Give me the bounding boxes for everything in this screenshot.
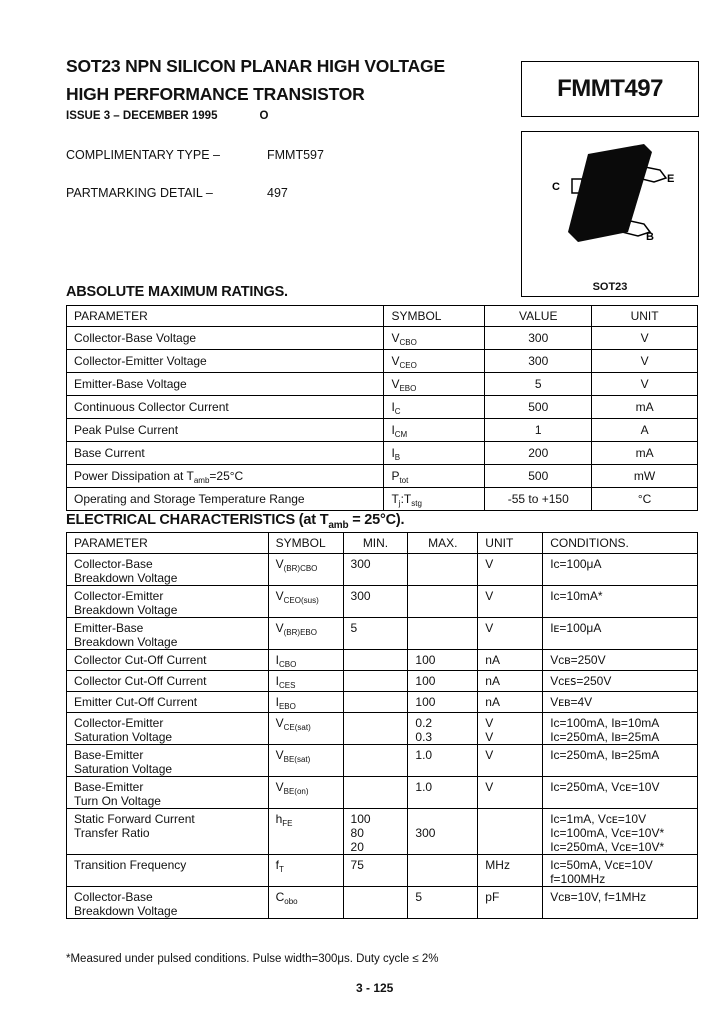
elec-header-row	[67, 533, 698, 554]
elec-unit	[478, 809, 543, 855]
abs-row	[67, 327, 698, 350]
elec-unit: MHz	[478, 855, 543, 887]
abs-symbol	[384, 419, 485, 442]
abs-row	[67, 350, 698, 373]
elec-min	[343, 692, 408, 713]
symbol-text: V	[275, 589, 284, 603]
symbol-sub: tot	[399, 476, 409, 485]
elec-symbol	[268, 777, 343, 809]
abs-param	[67, 488, 384, 511]
symbol-text: I	[275, 653, 279, 667]
symbol-sub: T	[278, 865, 284, 874]
elec-conditions: Vᴄʙ=10V, f=1MHz	[543, 887, 698, 919]
abs-value: 5	[485, 373, 592, 396]
symbol-sub: obo	[284, 897, 298, 906]
abs-col-value: VALUE	[485, 306, 592, 327]
elec-col-conditions: CONDITIONS.	[543, 533, 698, 554]
abs-unit: mW	[592, 465, 698, 488]
elec-row	[67, 745, 698, 777]
issue-mark: O	[259, 110, 269, 122]
symbol-text: I	[275, 674, 279, 688]
elec-row	[67, 777, 698, 809]
symbol-sub: j	[398, 499, 401, 508]
elec-row	[67, 692, 698, 713]
abs-unit: V	[592, 373, 698, 396]
abs-value: 200	[485, 442, 592, 465]
symbol-sub: BE(sat)	[283, 755, 311, 764]
elec-symbol	[268, 586, 343, 618]
abs-unit: A	[592, 419, 698, 442]
elec-unit: V	[478, 554, 543, 586]
elec-min	[343, 887, 408, 919]
abs-symbol	[384, 373, 485, 396]
part-number-box	[521, 61, 699, 117]
abs-param	[67, 419, 384, 442]
elec-row	[67, 855, 698, 887]
abs-value: 300	[485, 327, 592, 350]
elec-conditions: Iᴄ=50mA, Vᴄᴇ=10V f=100MHz	[543, 855, 698, 887]
elec-param: Collector Cut-Off Current	[67, 650, 269, 671]
elec-param: Transition Frequency	[67, 855, 269, 887]
package-name: SOT23	[592, 281, 628, 293]
elec-param: Base-Emitter Turn On Voltage	[67, 777, 269, 809]
elec-col-parameter: PARAMETER	[67, 533, 269, 554]
symbol-sub: CBO	[278, 660, 297, 669]
symbol-sub: CES	[278, 681, 296, 690]
abs-value: 500	[485, 396, 592, 419]
param-text: Continuous Collector Current	[74, 400, 229, 414]
symbol-text: V	[275, 716, 284, 730]
elec-min: 75	[343, 855, 408, 887]
abs-unit: °C	[592, 488, 698, 511]
symbol-tail: :T	[400, 492, 412, 506]
elec-param: Collector-Base Breakdown Voltage	[67, 887, 269, 919]
elec-max: 100	[408, 692, 478, 713]
complementary-value: FMMT597	[267, 148, 324, 162]
footnote: *Measured under pulsed conditions. Pulse width=300μs. Duty cycle ≤ 2%	[66, 953, 439, 965]
partmarking-label: PARTMARKING DETAIL –	[66, 186, 213, 200]
symbol-sub: CE(sat)	[283, 723, 311, 732]
symbol-sub: C	[394, 407, 401, 416]
symbol-text: V	[391, 354, 400, 368]
elec-unit: V	[478, 777, 543, 809]
elec-symbol	[268, 554, 343, 586]
symbol-text: I	[391, 446, 395, 460]
abs-param	[67, 465, 384, 488]
abs-col-unit: UNIT	[592, 306, 698, 327]
elec-max: 5	[408, 887, 478, 919]
elec-param: Collector-Emitter Saturation Voltage	[67, 713, 269, 745]
abs-symbol	[384, 488, 485, 511]
document-title	[66, 52, 445, 108]
elec-max	[408, 554, 478, 586]
elec-max: 100	[408, 650, 478, 671]
elec-param: Collector Cut-Off Current	[67, 671, 269, 692]
abs-col-symbol: SYMBOL	[384, 306, 485, 327]
issue-text: ISSUE 3 – DECEMBER 1995	[66, 110, 218, 122]
elec-conditions: Iᴄ=100μA	[543, 554, 698, 586]
symbol-text: V	[391, 331, 400, 345]
elec-table	[66, 532, 698, 919]
symbol-text: I	[391, 400, 395, 414]
symbol-text: V	[391, 377, 400, 391]
symbol-sub: EBO	[278, 702, 296, 711]
abs-unit: mA	[592, 442, 698, 465]
elec-param: Static Forward Current Transfer Ratio	[67, 809, 269, 855]
symbol-sub: BE(on)	[283, 787, 309, 796]
elec-min	[343, 650, 408, 671]
symbol-text: I	[275, 695, 279, 709]
param-text: Power Dissipation at T	[74, 469, 194, 483]
symbol-sub: (BR)EBO	[283, 628, 317, 637]
elec-unit: nA	[478, 671, 543, 692]
abs-value: 500	[485, 465, 592, 488]
symbol-sub: EBO	[399, 384, 417, 393]
abs-symbol	[384, 396, 485, 419]
elec-symbol	[268, 713, 343, 745]
elec-row	[67, 671, 698, 692]
pin-c-label: C	[552, 181, 560, 193]
pin-b-label: B	[646, 231, 654, 243]
elec-unit: pF	[478, 887, 543, 919]
symbol-text: h	[275, 812, 283, 826]
abs-unit: V	[592, 350, 698, 373]
elec-min	[343, 671, 408, 692]
elec-max	[408, 618, 478, 650]
elec-row	[67, 586, 698, 618]
elec-min: 300	[343, 554, 408, 586]
elec-row	[67, 809, 698, 855]
symbol-text: V	[275, 621, 284, 635]
symbol-text: C	[275, 890, 285, 904]
elec-min	[343, 745, 408, 777]
pin-e-label: E	[667, 173, 675, 185]
elec-symbol	[268, 855, 343, 887]
elec-symbol	[268, 692, 343, 713]
elec-title-post: = 25°C).	[348, 512, 405, 528]
param-sub: amb	[193, 476, 210, 485]
elec-min	[343, 777, 408, 809]
elec-conditions: Vᴇʙ=4V	[543, 692, 698, 713]
abs-symbol	[384, 465, 485, 488]
abs-row	[67, 465, 698, 488]
elec-conditions: Iᴇ=100μA	[543, 618, 698, 650]
elec-unit: nA	[478, 692, 543, 713]
elec-conditions: Iᴄ=250mA, Iʙ=25mA	[543, 745, 698, 777]
abs-row	[67, 488, 698, 511]
elec-symbol	[268, 809, 343, 855]
elec-max: 0.2 0.3	[408, 713, 478, 745]
abs-row	[67, 373, 698, 396]
elec-row	[67, 650, 698, 671]
issue-line	[66, 110, 268, 122]
elec-max	[408, 855, 478, 887]
abs-max-header-row	[67, 306, 698, 327]
elec-conditions: Vᴄʙ=250V	[543, 650, 698, 671]
elec-title	[66, 512, 404, 531]
elec-unit: V	[478, 618, 543, 650]
symbol-text: f	[275, 858, 279, 872]
abs-unit: V	[592, 327, 698, 350]
param-text: Collector-Emitter Voltage	[74, 354, 207, 368]
param-text: Operating and Storage Temperature Range	[74, 492, 305, 506]
complementary-label: COMPLIMENTARY TYPE –	[66, 148, 220, 162]
page-number: 3 - 125	[356, 981, 394, 995]
abs-param	[67, 327, 384, 350]
elec-max: 100	[408, 671, 478, 692]
elec-param: Base-Emitter Saturation Voltage	[67, 745, 269, 777]
param-tail: =25°C	[209, 469, 244, 483]
elec-conditions: Iᴄ=1mA, Vᴄᴇ=10V Iᴄ=100mA, Vᴄᴇ=10V* Iᴄ=250mA, Vᴄᴇ=10V*	[543, 809, 698, 855]
abs-value: 1	[485, 419, 592, 442]
symbol-text: P	[391, 469, 400, 483]
abs-value: 300	[485, 350, 592, 373]
elec-conditions: Iᴄ=10mA*	[543, 586, 698, 618]
elec-col-symbol: SYMBOL	[268, 533, 343, 554]
elec-min: 100 80 20	[343, 809, 408, 855]
symbol-sub: CBO	[399, 338, 417, 347]
elec-max: 1.0	[408, 745, 478, 777]
elec-conditions: Iᴄ=250mA, Vᴄᴇ=10V	[543, 777, 698, 809]
abs-param	[67, 442, 384, 465]
elec-conditions: Vᴄᴇꜱ=250V	[543, 671, 698, 692]
elec-row	[67, 887, 698, 919]
abs-row	[67, 419, 698, 442]
symbol-text: T	[391, 492, 399, 506]
elec-unit: V V	[478, 713, 543, 745]
abs-value: -55 to +150	[485, 488, 592, 511]
abs-param	[67, 396, 384, 419]
elec-symbol	[268, 618, 343, 650]
abs-unit: mA	[592, 396, 698, 419]
title-line-1: SOT23 NPN SILICON PLANAR HIGH VOLTAGE	[66, 56, 445, 76]
elec-symbol	[268, 745, 343, 777]
elec-param: Emitter-Base Breakdown Voltage	[67, 618, 269, 650]
sot23-package-icon	[522, 132, 698, 296]
elec-row	[67, 554, 698, 586]
elec-symbol	[268, 671, 343, 692]
elec-title-pre: ELECTRICAL CHARACTERISTICS (at T	[66, 512, 329, 528]
abs-max-table	[66, 305, 698, 511]
abs-col-parameter: PARAMETER	[67, 306, 384, 327]
elec-max: 1.0	[408, 777, 478, 809]
elec-conditions: Iᴄ=100mA, Iʙ=10mA Iᴄ=250mA, Iʙ=25mA	[543, 713, 698, 745]
elec-col-unit: UNIT	[478, 533, 543, 554]
elec-param: Collector-Emitter Breakdown Voltage	[67, 586, 269, 618]
abs-row	[67, 442, 698, 465]
param-text: Emitter-Base Voltage	[74, 377, 187, 391]
elec-unit: V	[478, 745, 543, 777]
elec-param: Collector-Base Breakdown Voltage	[67, 554, 269, 586]
symbol-sub: (BR)CBO	[283, 564, 318, 573]
param-text: Peak Pulse Current	[74, 423, 179, 437]
title-line-2: HIGH PERFORMANCE TRANSISTOR	[66, 84, 365, 104]
elec-title-sub: amb	[328, 519, 349, 531]
symbol-sub: CEO(sus)	[283, 596, 319, 605]
elec-max	[408, 586, 478, 618]
symbol-text: I	[391, 423, 395, 437]
elec-col-max: MAX.	[408, 533, 478, 554]
elec-col-min: MIN.	[343, 533, 408, 554]
elec-param: Emitter Cut-Off Current	[67, 692, 269, 713]
symbol-sub: FE	[282, 819, 293, 828]
symbol-sub2: stg	[411, 499, 422, 508]
elec-row	[67, 618, 698, 650]
elec-unit: nA	[478, 650, 543, 671]
symbol-text: V	[275, 780, 284, 794]
partmarking-value: 497	[267, 186, 288, 200]
symbol-sub: B	[394, 453, 401, 462]
abs-symbol	[384, 350, 485, 373]
elec-unit: V	[478, 586, 543, 618]
package-diagram	[521, 131, 699, 297]
abs-symbol	[384, 442, 485, 465]
symbol-sub: CM	[394, 430, 408, 439]
part-number: FMMT497	[557, 75, 663, 102]
abs-param	[67, 350, 384, 373]
abs-row	[67, 396, 698, 419]
elec-min	[343, 713, 408, 745]
elec-symbol	[268, 650, 343, 671]
param-text: Base Current	[74, 446, 145, 460]
symbol-sub: CEO	[399, 361, 417, 370]
elec-min: 300	[343, 586, 408, 618]
elec-symbol	[268, 887, 343, 919]
elec-row	[67, 713, 698, 745]
symbol-text: V	[275, 748, 284, 762]
abs-param	[67, 373, 384, 396]
abs-symbol	[384, 327, 485, 350]
param-text: Collector-Base Voltage	[74, 331, 197, 345]
elec-min: 5	[343, 618, 408, 650]
symbol-text: V	[275, 557, 284, 571]
abs-max-title: ABSOLUTE MAXIMUM RATINGS.	[66, 284, 288, 300]
elec-max: 300	[408, 809, 478, 855]
